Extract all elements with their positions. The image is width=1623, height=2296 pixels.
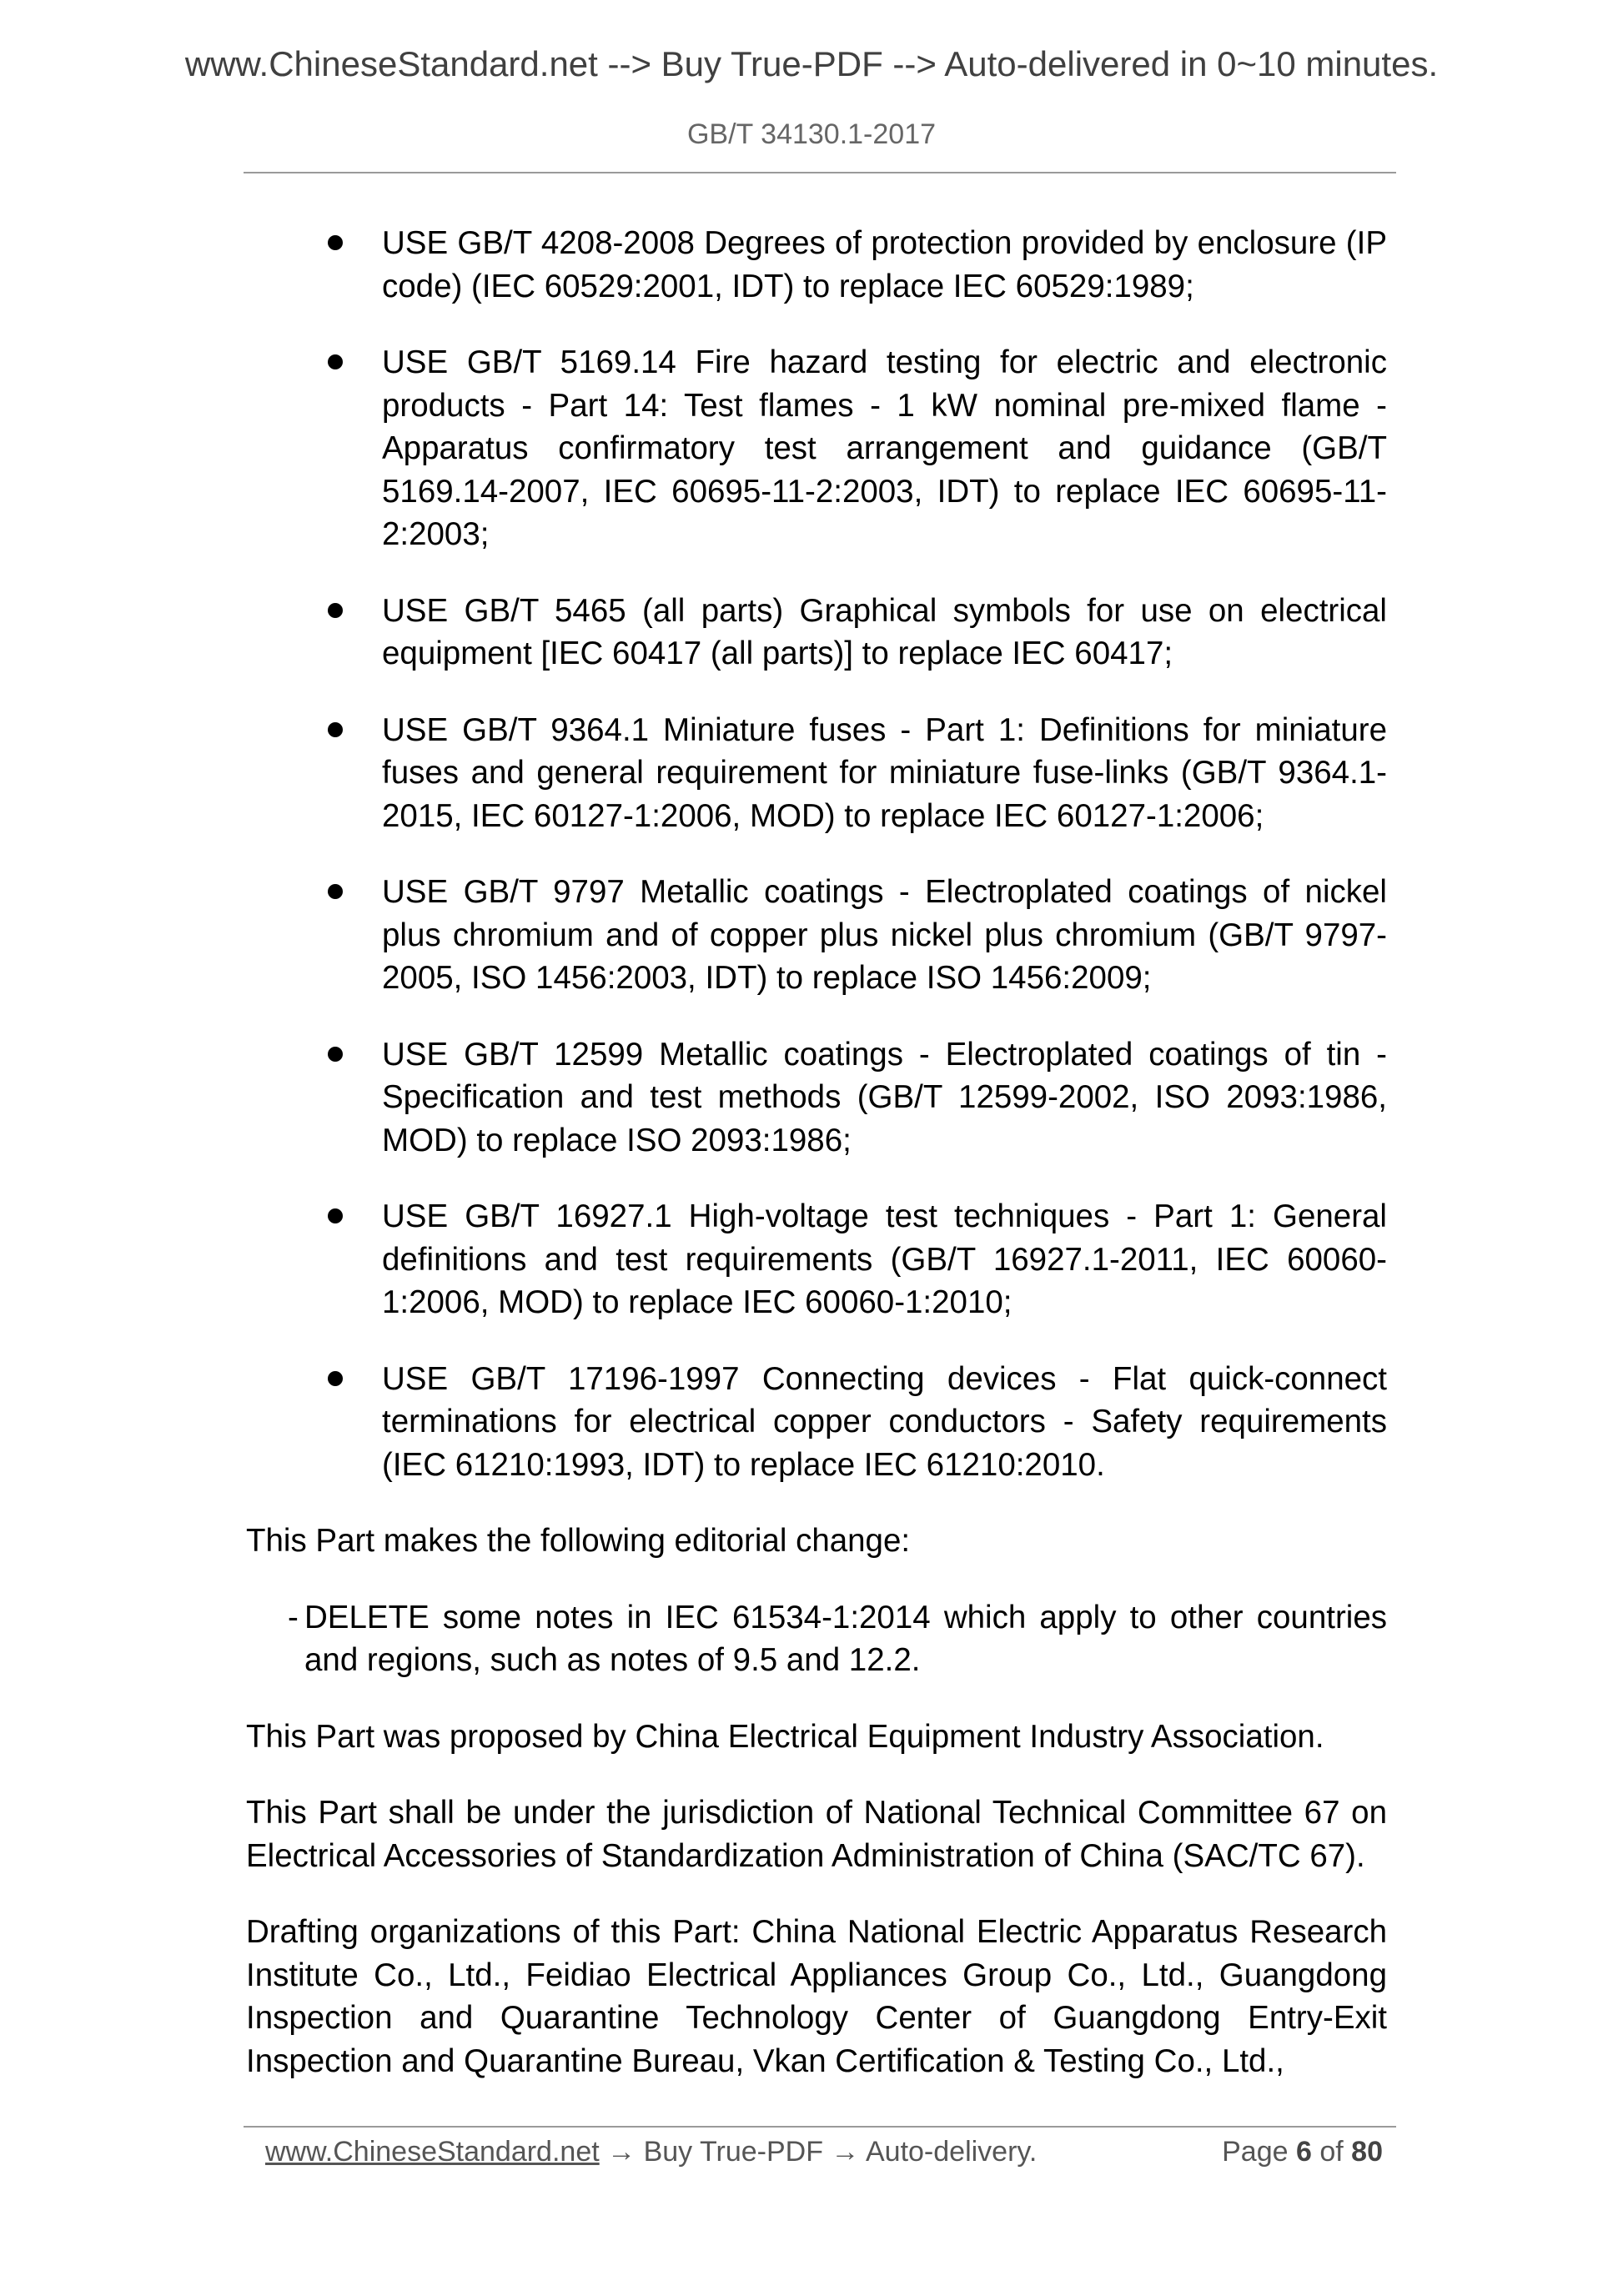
document-body — [246, 222, 1387, 2082]
bullet-icon — [328, 235, 343, 250]
bullet-icon — [328, 722, 343, 737]
footer-left — [265, 2133, 1037, 2170]
drafting-organizations-paragraph: Drafting organizations of this Part: China National Electric Apparatus Research Institute Co., Ltd., Feidiao Electrical Appliances Group Co., Ltd., Guangdong Inspection and Quarantine Technology Center of Guangdong Entry-Exit Inspection and Quarantine Bureau, Vkan Certification & Testing Co., Ltd., — [246, 1914, 1387, 2079]
dash-marker: - — [288, 1599, 299, 1635]
page-number: 6 — [1295, 2136, 1312, 2168]
page-label: Page — [1222, 2136, 1289, 2168]
jurisdiction-paragraph: This Part shall be under the jurisdiction of National Technical Committee 67 on Electrical Accessories of Standardization Administration of China (SAC/TC 67). — [246, 1795, 1387, 1874]
bullet-icon — [328, 1371, 343, 1386]
of-label: of — [1319, 2136, 1344, 2168]
site-banner: www.ChineseStandard.net --> Buy True-PDF --> Auto-delivered in 0~10 minutes. — [184, 44, 1439, 83]
list-item: USE GB/T 17196-1997 Connecting devices - Flat quick-connect terminations for electrical copper conductors - Safety requirements (IEC 61210:1993, IDT) to replace IEC 61210:2010. — [246, 1358, 1387, 1487]
footer-site-link[interactable]: www.ChineseStandard.net — [265, 2136, 600, 2168]
bullet-icon — [328, 1208, 343, 1223]
bullet-icon — [328, 884, 343, 899]
bullet-icon — [328, 354, 343, 369]
footer-tail-text: → Buy True-PDF → Auto-delivery. — [599, 2136, 1038, 2168]
header-divider — [244, 172, 1396, 173]
page-indicator — [1222, 2133, 1383, 2170]
total-pages: 80 — [1351, 2136, 1383, 2168]
list-item: USE GB/T 9797 Metallic coatings - Electroplated coatings of nickel plus chromium and of copper plus nickel plus chromium (GB/T 9797-2005, ISO 1456:2003, IDT) to replace ISO 1456:2009; — [246, 871, 1387, 1000]
list-item: USE GB/T 4208-2008 Degrees of protection provided by enclosure (IP code) (IEC 60529:2001, IDT) to replace IEC 60529:1989; — [246, 222, 1387, 308]
bullet-icon — [328, 603, 343, 618]
standard-code: GB/T 34130.1-2017 — [686, 118, 937, 150]
proposed-by-paragraph: This Part was proposed by China Electrical Equipment Industry Association. — [246, 1718, 1324, 1755]
list-item: USE GB/T 5169.14 Fire hazard testing for electric and electronic products - Part 14: Test flames - 1 kW nominal pre-mixed flame - Apparatus confirmatory test arrangement and guidance (GB/T 5169.14-2007, IEC 60695-11-2:2003, IDT) to replace IEC 60695-11-2:2003; — [246, 341, 1387, 556]
list-item: USE GB/T 12599 Metallic coatings - Electroplated coatings of tin - Specification and test methods (GB/T 12599-2002, ISO 2093:1986, MOD) to replace ISO 2093:1986; — [246, 1033, 1387, 1163]
editorial-change-item — [246, 1596, 1387, 1682]
bullet-icon — [328, 1047, 343, 1062]
editorial-change-text: DELETE some notes in IEC 61534-1:2014 which apply to other countries and regions, such as notes of 9.5 and 12.2. — [304, 1599, 1387, 1678]
list-item: USE GB/T 5465 (all parts) Graphical symbols for use on electrical equipment [IEC 60417 (all parts)] to replace IEC 60417; — [246, 590, 1387, 676]
footer-divider — [244, 2126, 1396, 2128]
replacement-list — [246, 222, 1387, 1486]
list-item: USE GB/T 9364.1 Miniature fuses - Part 1: Definitions for miniature fuses and general requirement for miniature fuse-links (GB/T 9364.1-2015, IEC 60127-1:2006, MOD) to replace IEC 60127-1:2006; — [246, 709, 1387, 838]
list-item: USE GB/T 16927.1 High-voltage test techniques - Part 1: General definitions and test requirements (GB/T 16927.1-2011, IEC 60060-1:2006, MOD) to replace IEC 60060-1:2010; — [246, 1195, 1387, 1324]
editorial-intro: This Part makes the following editorial change: — [246, 1523, 911, 1559]
